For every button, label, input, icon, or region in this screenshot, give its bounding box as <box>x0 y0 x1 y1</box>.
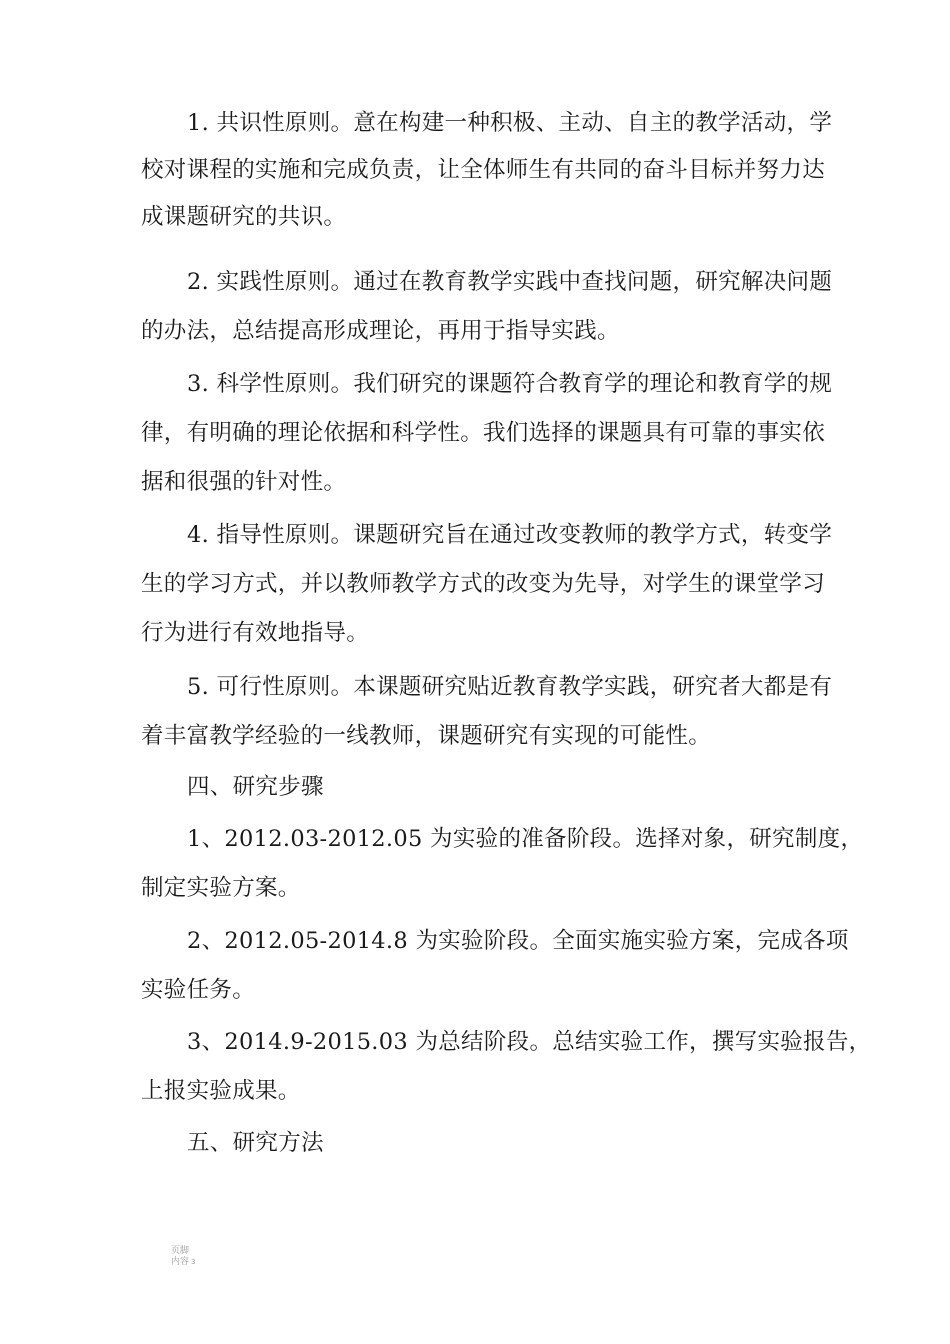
section-heading-research-methods: 五、研究方法 <box>187 1130 324 1156</box>
principle-1-line-3: 成课题研究的共识。 <box>141 204 347 230</box>
principle-4-line-2: 生的学习方式，并以教师教学方式的改变为先导，对学生的课堂学习 <box>141 571 826 597</box>
principle-3-line-1: 3. 科学性原则。我们研究的课题符合教育学的理论和教育学的规 <box>187 371 833 397</box>
principle-3-line-3: 据和很强的针对性。 <box>141 469 347 495</box>
step-1-line-1: 1、2012.03-2012.05 为实验的准备阶段。选择对象，研究制度， <box>187 826 864 852</box>
principle-2-line-2: 的办法，总结提高形成理论，再用于指导实践。 <box>141 318 620 344</box>
principle-2-line-1: 2. 实践性原则。通过在教育教学实践中查找问题，研究解决问题 <box>187 269 833 295</box>
principle-5-line-2: 着丰富教学经验的一线教师，课题研究有实现的可能性。 <box>141 723 712 749</box>
page-number: 3 <box>191 1258 196 1266</box>
step-3-line-1: 3、2014.9-2015.03 为总结阶段。总结实验工作，撰写实验报告， <box>187 1029 872 1055</box>
principle-1-line-1: 1. 共识性原则。意在构建一种积极、主动、自主的教学活动，学 <box>187 110 833 136</box>
principle-4-line-1: 4. 指导性原则。课题研究旨在通过改变教师的教学方式，转变学 <box>187 522 833 548</box>
principle-3-line-2: 律，有明确的理论依据和科学性。我们选择的课题具有可靠的事实依 <box>141 420 826 446</box>
step-3-line-2: 上报实验成果。 <box>141 1078 301 1104</box>
principle-1-line-2: 校对课程的实施和完成负责，让全体师生有共同的奋斗目标并努力达 <box>141 157 826 183</box>
section-heading-research-steps: 四、研究步骤 <box>187 774 324 800</box>
footer-label: 页脚内容 <box>171 1246 190 1267</box>
principle-4-line-3: 行为进行有效地指导。 <box>141 620 370 646</box>
step-2-line-2: 实验任务。 <box>141 977 256 1003</box>
page-footer <box>171 1246 197 1268</box>
step-1-line-2: 制定实验方案。 <box>141 875 301 901</box>
principle-5-line-1: 5. 可行性原则。本课题研究贴近教育教学实践，研究者大都是有 <box>187 674 833 700</box>
step-2-line-1: 2、2012.05-2014.8 为实验阶段。全面实施实验方案，完成各项 <box>187 928 849 954</box>
